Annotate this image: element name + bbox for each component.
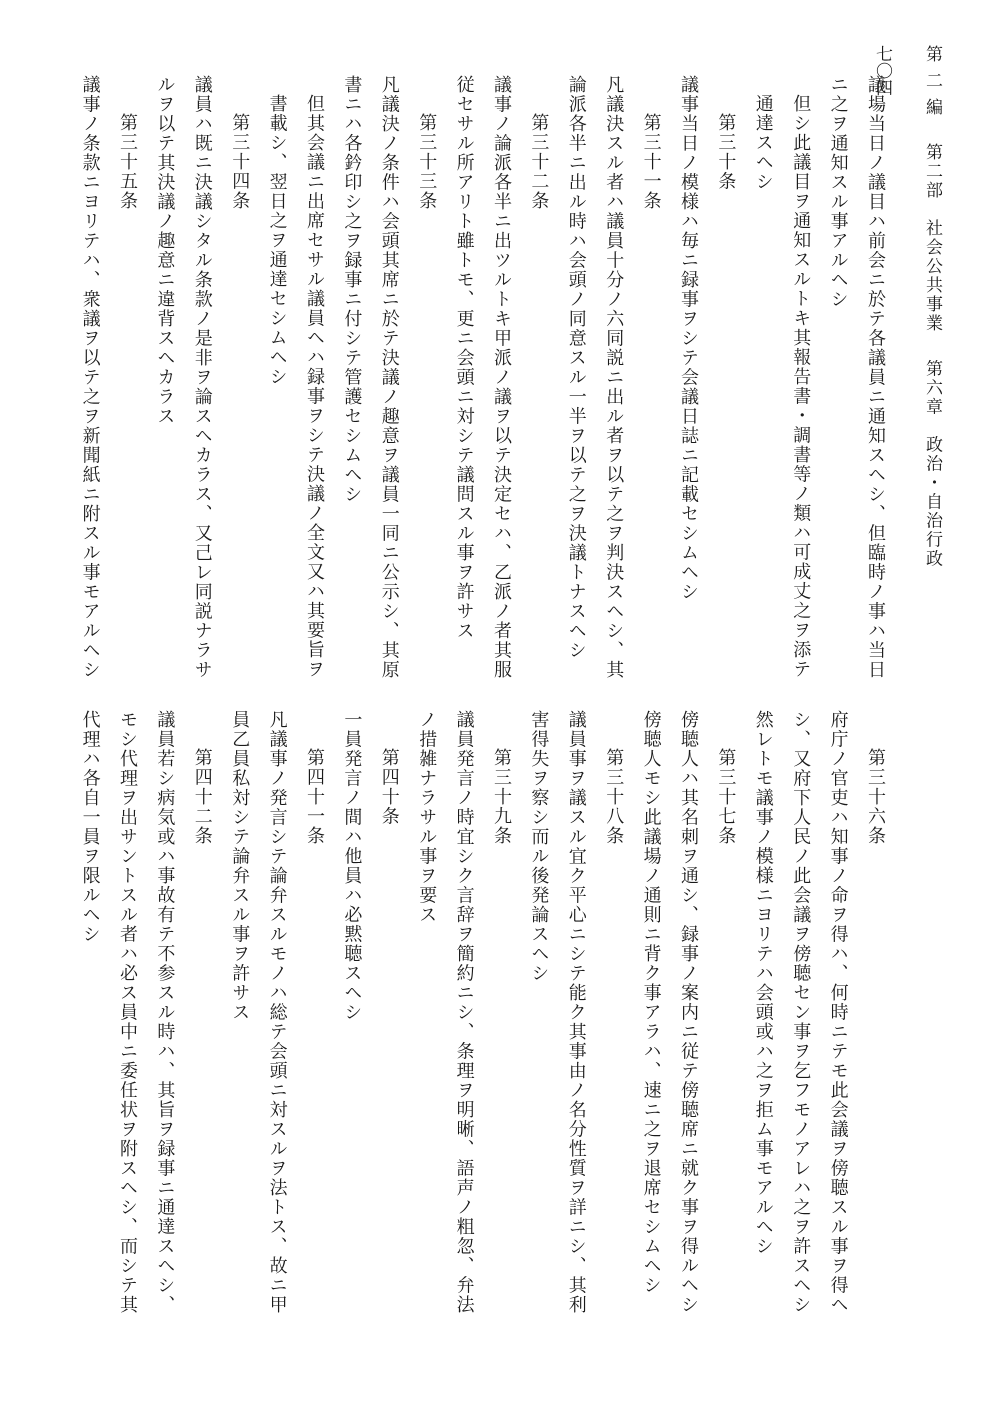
- upper-text-column: 議場当日ノ議目ハ前会ニ於テ各議員ニ通知スヘシ、但臨時ノ事ハ当日: [865, 75, 886, 680]
- lower-text-column: 然レトモ議事ノ模様ニヨリテハ会頭或ハ之ヲ拒ム事モアルヘシ: [752, 710, 774, 1256]
- upper-text-column: 但其会議ニ出席セサル議員ヘハ録事ヲシテ決議ノ全文又ハ其要旨ヲ: [304, 94, 325, 679]
- upper-text-column: 議事ノ論派各半ニ出ツルトキ甲派ノ議ヲ以テ決定セハ、乙派ノ者其服: [491, 75, 512, 680]
- lower-text-column: 傍聴人ハ其名刺ヲ通シ、録事ノ案内ニ従テ傍聴席ニ就ク事ヲ得ルヘシ: [678, 710, 699, 1315]
- upper-article-heading: 第三十条: [715, 113, 737, 191]
- lower-text-column: 議員事ヲ議スル宜ク平心ニシテ能ク其事由ノ名分性質ヲ詳ニシ、其利: [565, 710, 587, 1315]
- upper-article-heading: 第三十四条: [229, 113, 251, 211]
- upper-text-column: 但シ此議目ヲ通知スルトキ其報告書・調書等ノ類ハ可成丈之ヲ添テ: [790, 94, 812, 679]
- lower-text-column: 代理ハ各自一員ヲ限ルヘシ: [79, 710, 101, 944]
- lower-text-column: 一員発言ノ間ハ他員ハ必黙聴スヘシ: [341, 710, 363, 1022]
- lower-text-column: 府庁ノ官吏ハ知事ノ命ヲ得ハ、何時ニテモ此会議ヲ傍聴スル事ヲ得ヘ: [827, 710, 849, 1315]
- lower-text-column: ノ措雑ナラサル事ヲ要ス: [416, 710, 438, 925]
- upper-text-column: 論派各半ニ出ル時ハ会頭ノ同意スル一半ヲ以テ之ヲ決議トナスヘシ: [565, 75, 587, 660]
- lower-text-column: 員乙員私対シテ論弁スル事ヲ許サス: [229, 710, 251, 1022]
- lower-article-heading: 第四十二条: [191, 748, 213, 846]
- upper-text-column: 議事当日ノ模様ハ毎ニ録事ヲシテ会議日誌ニ記載セシムヘシ: [678, 75, 699, 602]
- upper-text-column: 議事ノ条款ニヨリテハ、衆議ヲ以テ之ヲ新聞紙ニ附スル事モアルヘシ: [79, 75, 101, 680]
- lower-text-column: 議員発言ノ時宜シク言辞ヲ簡約ニシ、条理ヲ明晰、語声ノ粗忽、弁法: [453, 710, 475, 1315]
- lower-article-heading: 第四十条: [378, 748, 400, 826]
- page-number: 七〇四: [872, 45, 892, 96]
- lower-article-heading: 第三十八条: [603, 748, 625, 846]
- upper-article-heading: 第三十三条: [416, 113, 438, 211]
- upper-text-column: 凡議決ノ条件ハ会頭其席ニ於テ決議ノ趣意ヲ議員一同ニ公示シ、其原: [378, 75, 400, 680]
- upper-text-column: 従セサル所アリト雖トモ、更ニ会頭ニ対シテ議問スル事ヲ許サス: [453, 75, 475, 641]
- upper-text-column: 書ニハ各鈐印シ之ヲ録事ニ付シテ管護セシムヘシ: [341, 75, 363, 504]
- upper-article-heading: 第三十一条: [640, 113, 662, 211]
- upper-article-heading: 第三十五条: [117, 113, 138, 211]
- lower-text-column: 傍聴人モシ此議場ノ通則ニ背ク事アラハ、速ニ之ヲ退席セシムヘシ: [640, 710, 662, 1295]
- lower-article-heading: 第三十六条: [865, 748, 886, 846]
- upper-text-column: ニ之ヲ通知スル事アルヘシ: [827, 75, 849, 309]
- lower-article-heading: 第四十一条: [304, 748, 325, 846]
- upper-text-column: ルヲ以テ其決議ノ趣意ニ違背スヘカラス: [154, 75, 176, 426]
- upper-text-column: 通達スヘシ: [752, 94, 774, 192]
- lower-text-column: シ、又府下人民ノ此会議ヲ傍聴セン事ヲ乞フモノアレハ之ヲ許スヘシ: [790, 710, 812, 1315]
- upper-text-column: 書載シ、翌日之ヲ通達セシムヘシ: [266, 94, 288, 387]
- lower-text-column: 凡議事ノ発言シテ論弁スルモノハ総テ会頭ニ対スルヲ法トス、故ニ甲: [266, 710, 288, 1315]
- upper-article-heading: 第三十二条: [528, 113, 550, 211]
- lower-text-column: 議員若シ病気或ハ事故有テ不参スル時ハ、其旨ヲ録事ニ通達スヘシ、: [154, 710, 176, 1315]
- lower-text-column: 害得失ヲ察シ而ル後発論スヘシ: [528, 710, 550, 983]
- lower-text-column: モシ代理ヲ出サントスル者ハ必ス員中ニ委任状ヲ附スヘシ、而シテ其: [117, 710, 138, 1315]
- running-head: 第 二 編 第二部 社会公共事業 第六章 政治・自治行政: [922, 45, 942, 569]
- lower-article-heading: 第三十七条: [715, 748, 737, 846]
- upper-text-column: 議員ハ既ニ決議シタル条款ノ是非ヲ論スヘカラス、又己レ同説ナラサ: [191, 75, 213, 680]
- lower-article-heading: 第三十九条: [491, 748, 512, 846]
- upper-text-column: 凡議決スル者ハ議員十分ノ六同説ニ出ル者ヲ以テ之ヲ判決スヘシ、其: [603, 75, 625, 680]
